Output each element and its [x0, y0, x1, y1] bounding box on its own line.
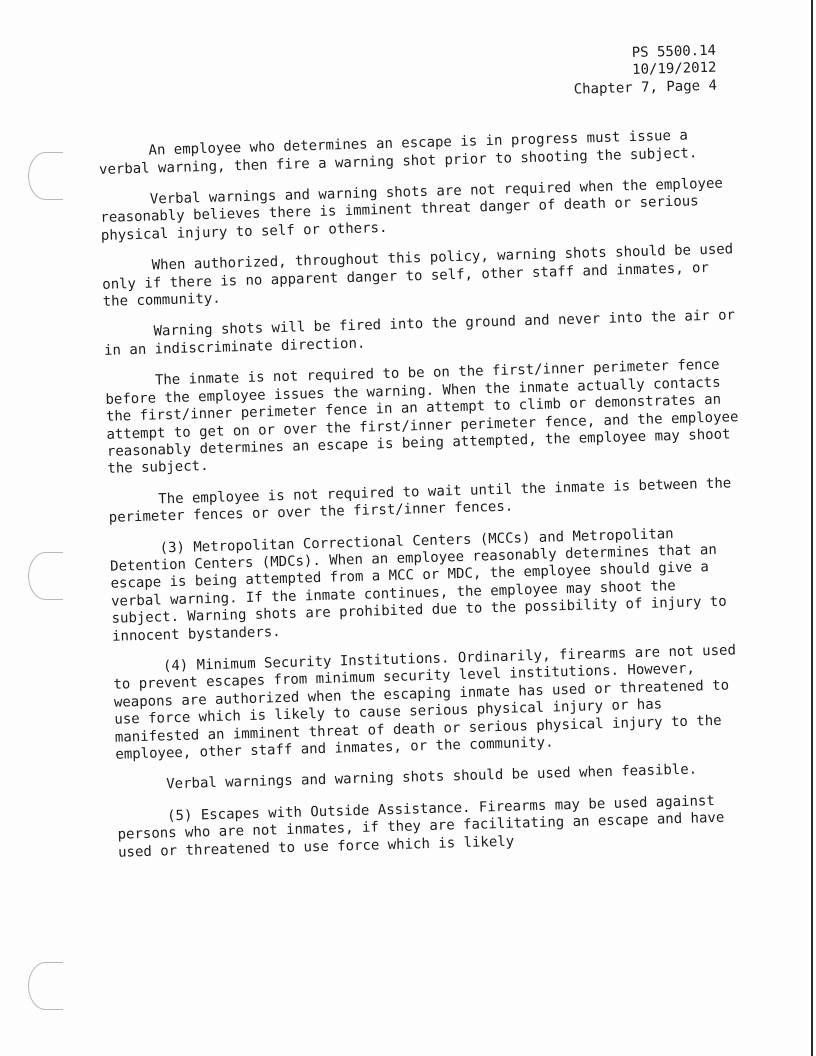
page-edge-shadow	[811, 0, 813, 1056]
paragraph: Verbal warnings and warning shots should be used when feasible.	[166, 761, 698, 793]
paragraph: An employee who determines an escape is in progress must issue a verbal warning, then fire a warning shot prior to shooting the subject.	[98, 127, 698, 178]
policy-date: 10/19/2012	[631, 60, 717, 79]
paragraph: Verbal warnings and warning shots are not required when the employee reasonably believes there is imminent threat danger of death or serious physical injury to self or others.	[100, 175, 724, 244]
chapter-page: Chapter 7, Page 4	[573, 77, 718, 98]
paragraph: The inmate is not required to be on the first/inner perimeter fence before the employee issues the warning. When the inmate actually contacts the first/inner perimeter fence in an attempt to climb or demonstrates an attempt to get on or over the first/inner perimeter fence, and the employee reasonably determines an escape is being attempted, the employee may shoot the subject.	[105, 356, 739, 478]
page-header	[96, 43, 717, 113]
paragraph: (3) Metropolitan Correctional Centers (MCCs) and Metropolitan Detention Centers (MDCs). When an employee reasonably determines that an escape is being attempted from a MCC or MDC, the employee should give a verbal warning. If the inmate continues, the employee may shoot the subject. Warning shots are prohibited due to the possibility of injury to innocent bystanders.	[109, 525, 727, 645]
paragraph: When authorized, throughout this policy, warning shots should be used only if there is no apparent danger to self, other staff and inmates, or the community.	[102, 241, 734, 310]
paragraph: The employee is not required to wait until the inmate is between the perimeter fences or over the first/inner fences.	[108, 475, 732, 526]
paragraph: (4) Minimum Security Institutions. Ordinarily, firearms are not used to prevent escapes from minimum security level institutions. However, weapons are authorized when the escaping inmate has used or threatened to use force which is likely to cause serious physical injury or has manifested an imminent threat of death or serious physical injury to the employee, other staff and inmates, or the community.	[113, 642, 737, 763]
policy-number: PS 5500.14	[631, 42, 717, 62]
paragraph: Warning shots will be fired into the ground and never into the air or in an indiscriminate direction.	[103, 307, 736, 359]
document-body	[96, 42, 759, 876]
punch-hole-bottom	[28, 962, 63, 1010]
punch-hole-middle	[28, 552, 63, 600]
punch-hole-top	[28, 152, 63, 200]
paragraph: (5) Escapes with Outside Assistance. Firearms may be used against persons who are not inmates, if they are facilitating an escape and have used or threatened to use force which is likely	[117, 792, 725, 861]
